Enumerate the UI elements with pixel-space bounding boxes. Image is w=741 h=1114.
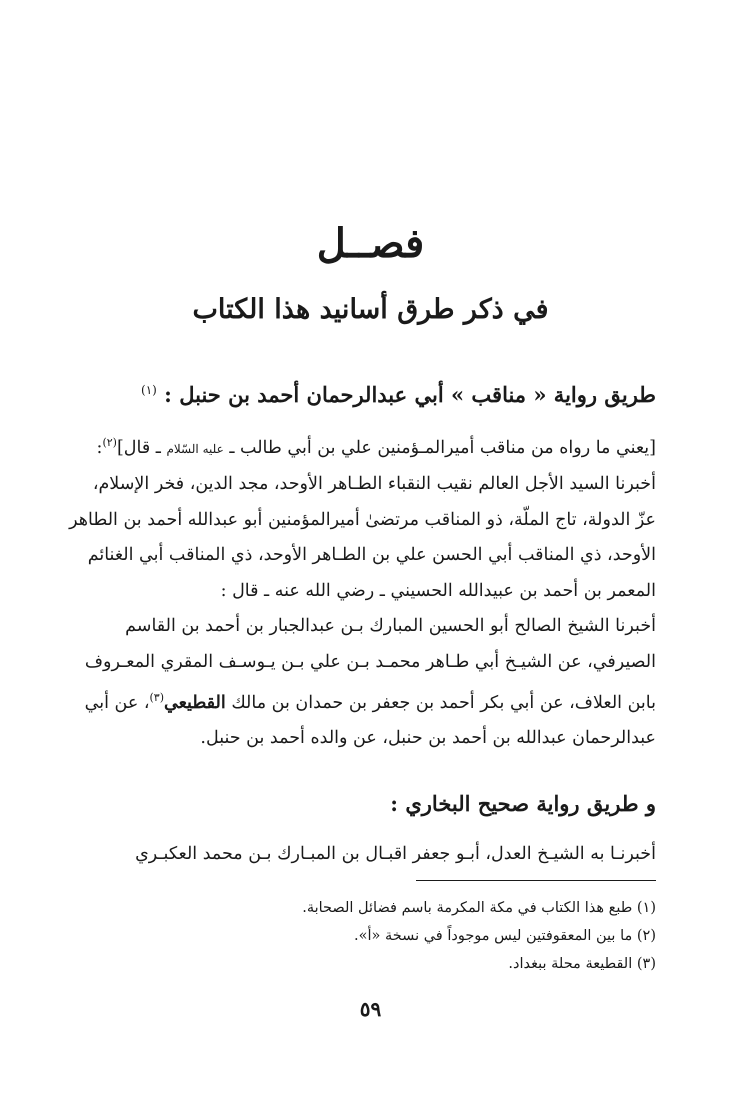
paragraph-chain-ahmad [66,609,656,757]
paragraph-line: أخبرنا السيد الأجل العالم نقيب النقباء الطـاهر الأوحد، مجد الدين، فخر الإسلام، [92,474,656,495]
paragraph-line: أخبرنا الشيخ الصالح أبو الحسين المبارك بـن عبدالجبار بن أحمد بن القاسم [125,616,656,636]
footnote-divider [416,880,656,881]
chapter-title: فصــل [316,220,425,267]
honorific-text: عليه السّلام [166,441,224,456]
bold-name: القطيعي [164,692,226,713]
paragraph-line: الأوحد، ذي المناقب أبي الحسن علي بن الطـاهر الأوحد، ذي المناقب أبي الغنائم [87,545,656,566]
footnote: (٣) القطيعة محلة ببغداد. [508,956,656,972]
text-segment: [يعني ما رواه من مناقب أميرالمـؤمنين علي بن أبي طالب ـ [229,437,656,458]
route-heading-ahmad [60,374,656,411]
section-subtitle: في ذكر طرق أسانيد هذا الكتاب [192,294,549,325]
paragraph-line [66,680,656,721]
paragraph-chain-bukhari [66,837,656,873]
paragraph-line: عبدالرحمان عبدالله بن أحمد بن حنبل، عن والده أحمد بن حنبل. [200,728,656,749]
footnote: (١) طبع هذا الكتاب في مكة المكرمة باسم فضائل الصحابة. [302,900,656,916]
text-segment: ـ قال] [116,437,161,458]
footnotes [66,894,656,978]
paragraph-intro [66,425,656,609]
page-number: ٥٩ [359,997,382,1021]
paragraph-line: أخبرنـا به الشيـخ العدل، أبـو جعفر اقبـال بن المبـارك بـن محمد العكبـري [135,844,656,864]
paragraph-line: المعمر بن أحمد بن عبيدالله الحسيني ـ رضي الله عنه ـ قال : [220,580,656,601]
footnote: (٢) ما بين المعقوفتين ليس موجوداً في نسخة «أ». [354,928,656,944]
route-heading-ahmad-text: طريق رواية « مناقب » أبي عبدالرحمان أحمد بن حنبل : [164,382,656,407]
text-segment: ، عن أبي [84,692,150,713]
paragraph-line: الصيرفي، عن الشيـخ أبي طـاهر محمـد بـن علي بـن يـوسـف المقري المعـروف [84,651,656,672]
paragraph-line [66,425,656,467]
footnote-ref-2: (٢) [102,436,117,449]
footnote-ref-1: (١) [141,383,157,397]
paragraph-line: عزّ الدولة، تاج الملّة، ذو المناقب مرتضىٰ أميرالمؤمنين أبو عبدالله أحمد بن الطاهر [69,509,656,530]
footnote-ref-3: (٣) [149,691,165,704]
text-segment: : [96,437,103,458]
route-heading-bukhari: و طريق رواية صحيح البخاري : [390,791,656,816]
text-segment: بابن العلاف، عن أبي بكر أحمد بن جعفر بن حمدان بن مالك [231,692,656,713]
